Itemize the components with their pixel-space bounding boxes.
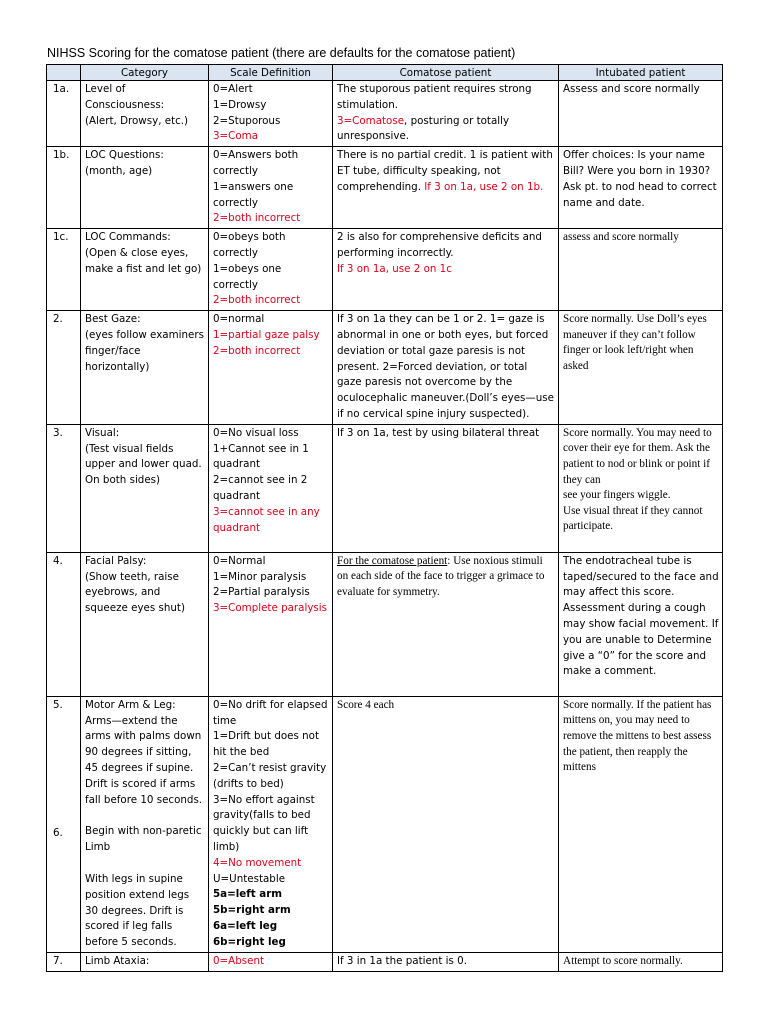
category-text: (Alert, Drowsy, etc.) xyxy=(85,114,189,127)
scale-text: 1=obeys one correctly xyxy=(213,262,282,291)
row-number-cell xyxy=(47,952,81,971)
table-row xyxy=(47,311,723,425)
table-row xyxy=(47,552,723,696)
scale-line xyxy=(213,442,329,474)
comatose-red-text: 3=Comatose xyxy=(337,114,405,127)
scale-line xyxy=(213,505,329,537)
intubated-text: Assess and score normally xyxy=(563,83,700,95)
scale-text: 1=partial gaze palsy xyxy=(213,328,320,341)
category-text: Begin with non-paretic Limb xyxy=(85,825,202,854)
table-row xyxy=(47,424,723,552)
category-cell xyxy=(81,81,209,147)
intubated-line xyxy=(563,148,719,180)
intubated-line xyxy=(563,426,719,488)
category-text: (Open & close eyes, make a fist and let go) xyxy=(85,246,202,275)
scale-line xyxy=(213,903,329,919)
intubated-line xyxy=(563,312,719,374)
intubated-text: Ask pt. to nod head to correct name and date. xyxy=(563,180,717,209)
scale-text: 4=No movement xyxy=(213,856,302,869)
category-cell xyxy=(81,952,209,971)
scale-text: 1=Minor paralysis xyxy=(213,570,307,583)
scale-line xyxy=(213,328,329,344)
scale-line xyxy=(213,312,329,328)
intubated-text: Attempt to score normally. xyxy=(563,954,683,967)
comatose-line xyxy=(337,114,555,146)
row-number-cell xyxy=(47,552,81,696)
comatose-line xyxy=(337,426,555,442)
intubated-text: Use visual threat if they cannot participate. xyxy=(563,504,703,533)
comatose-patient-cell xyxy=(333,147,559,229)
scale-text: 2=both incorrect xyxy=(213,344,301,357)
row-number: 6. xyxy=(53,826,63,839)
scale-text: 3=Complete paralysis xyxy=(213,602,328,615)
intubated-text: Offer choices: Is your name Bill? Were you born in 1930? xyxy=(563,149,711,177)
category-text: Motor Arm & Leg: Arms—extend the arms with palms down 90 degrees if sitting, 45 degrees if supine. Drift is scored if arms fall before 10 seconds. xyxy=(85,698,203,806)
intubated-line xyxy=(563,698,719,776)
scale-line xyxy=(213,211,329,227)
scale-text: 6b=right leg xyxy=(213,935,286,948)
comatose-line xyxy=(337,230,555,262)
scale-text: 1+Cannot see in 1 quadrant xyxy=(213,442,309,471)
spacer xyxy=(85,808,205,824)
row-number-cell xyxy=(47,696,81,952)
intubated-line xyxy=(563,82,719,98)
category-text: (month, age) xyxy=(85,164,153,177)
comatose-underlined-text: For the comatose patient xyxy=(337,554,448,567)
row-number-cell xyxy=(47,424,81,552)
comatose-red-text: If 3 on 1a, use 2 on 1b. xyxy=(421,180,544,193)
intubated-line xyxy=(563,554,719,680)
comatose-line xyxy=(337,82,555,114)
scale-text: 5b=right arm xyxy=(213,904,291,917)
scale-text: 0=No drift for elapsed time xyxy=(213,698,328,727)
category-cell xyxy=(81,424,209,552)
scale-definition-cell xyxy=(209,311,333,425)
scale-line xyxy=(213,872,329,888)
comatose-text: If 3 on 1a, use 2 on 1c xyxy=(337,262,452,275)
comatose-text: : Use noxious stimuli on each side of the face to trigger a grimace to evaluate for symmetry. xyxy=(337,554,545,598)
comatose-line xyxy=(337,698,555,714)
scale-definition-cell xyxy=(209,552,333,696)
comatose-patient-cell xyxy=(333,81,559,147)
intubated-line xyxy=(563,504,719,535)
row-number: 7. xyxy=(53,954,63,967)
scale-text: 2=cannot see in 2 quadrant xyxy=(213,474,308,502)
scale-text: 0=obeys both correctly xyxy=(213,231,286,259)
scale-line xyxy=(213,180,329,212)
table-header-row xyxy=(47,65,723,81)
category-cell xyxy=(81,696,209,952)
scale-definition-cell xyxy=(209,696,333,952)
category-text: LOC Questions: xyxy=(85,149,164,162)
row-number: 3. xyxy=(53,426,63,439)
intubated-text: The endotracheal tube is taped/secured to the face and may affect this score. Assessment during a cough may show facial movement. If you are unable to Determine give a “0” for the score and make a comment. xyxy=(563,554,719,678)
scale-text: 6a=left leg xyxy=(213,919,278,932)
header-intubated-patient: Intubated patient xyxy=(559,65,723,81)
intubated-text: Score normally. You may need to cover their eye for them. Ask the patient to nod or blink or point if they can xyxy=(563,426,712,486)
comatose-text: There is no partial credit. 1 is patient with ET tube, difficulty speaking, not comprehending. xyxy=(337,149,553,193)
category-text: Facial Palsy: xyxy=(85,554,147,567)
header-scale-definition: Scale Definition xyxy=(209,65,333,81)
scale-line xyxy=(213,148,329,180)
comatose-text: If 3 on 1a, test by using bilateral threat xyxy=(337,426,540,439)
category-text: (Test visual fields upper and lower quad. On both sides) xyxy=(85,442,202,487)
comatose-patient-cell xyxy=(333,424,559,552)
header-comatose-patient: Comatose patient xyxy=(333,65,559,81)
scale-line xyxy=(213,954,329,970)
intubated-text: assess and score normally xyxy=(563,231,679,244)
scale-text: 3=No effort against gravity(falls to bed quickly but can lift limb) xyxy=(213,793,315,853)
row-number: 1a. xyxy=(53,83,70,95)
comatose-patient-cell xyxy=(333,229,559,311)
intubated-patient-cell xyxy=(559,81,723,147)
intubated-text: see your fingers wiggle. xyxy=(563,489,671,502)
category-cell xyxy=(81,147,209,229)
spacer xyxy=(53,714,77,826)
scale-line xyxy=(213,601,329,617)
scale-text: 0=normal xyxy=(213,313,265,326)
scale-line xyxy=(213,129,329,145)
scale-line xyxy=(213,935,329,951)
comatose-patient-cell xyxy=(333,696,559,952)
scale-text: 0=Absent xyxy=(213,954,265,967)
scale-line xyxy=(213,856,329,872)
category-text: Limb Ataxia: xyxy=(85,954,150,967)
comatose-text: If 3 on 1a they can be 1 or 2. 1= gaze is abnormal in one or both eyes, but forced deviation or total gaze paresis is not present. 2=Forced deviation, or total gaze paresis not overcome by the oculocephalic maneuver.(Doll’s eyes—use if no cervical spine injury suspected). xyxy=(337,313,554,420)
comatose-text: , posturing or totally unresponsive. xyxy=(337,114,510,143)
scale-line xyxy=(213,82,329,98)
row-number: 5. xyxy=(53,698,63,711)
scale-line xyxy=(213,473,329,505)
row-number-cell xyxy=(47,229,81,311)
row-number-cell xyxy=(47,81,81,147)
scale-text: U=Untestable xyxy=(213,872,286,885)
row-number: 1b. xyxy=(53,149,70,162)
intubated-line xyxy=(563,180,719,212)
intubated-patient-cell xyxy=(559,311,723,425)
scale-line xyxy=(213,698,329,730)
row-number: 1c. xyxy=(53,231,69,244)
scale-definition-cell xyxy=(209,147,333,229)
category-text: Visual: xyxy=(85,426,120,439)
category-text: (Show teeth, raise eyebrows, and squeeze eyes shut) xyxy=(85,570,185,615)
scale-definition-cell xyxy=(209,81,333,147)
comatose-line xyxy=(337,312,555,423)
comatose-patient-cell xyxy=(333,311,559,425)
scale-definition-cell xyxy=(209,952,333,971)
scale-line xyxy=(213,793,329,856)
scale-line xyxy=(213,230,329,262)
scale-text: 0=Alert xyxy=(213,83,253,95)
scale-line xyxy=(213,919,329,935)
comatose-text: 2 is also for comprehensive deficits and performing incorrectly. xyxy=(337,231,542,259)
scale-line xyxy=(213,887,329,903)
intubated-patient-cell xyxy=(559,696,723,952)
comatose-line xyxy=(337,262,555,278)
scale-definition-cell xyxy=(209,229,333,311)
comatose-line xyxy=(337,954,555,970)
scale-text: 1=answers one correctly xyxy=(213,180,294,209)
scale-text: 1=Drowsy xyxy=(213,98,267,111)
scale-line xyxy=(213,426,329,442)
scale-text: 5a=left arm xyxy=(213,888,282,901)
scale-text: 0=No visual loss xyxy=(213,426,299,439)
intubated-patient-cell xyxy=(559,424,723,552)
intubated-patient-cell xyxy=(559,952,723,971)
scale-text: 3=cannot see in any quadrant xyxy=(213,505,320,534)
table-row xyxy=(47,81,723,147)
intubated-patient-cell xyxy=(559,229,723,311)
category-text: Best Gaze: xyxy=(85,313,141,326)
category-text: With legs in supine position extend legs 30 degrees. Drift is scored if leg falls before 5 seconds. xyxy=(85,872,190,949)
scale-line xyxy=(213,114,329,130)
nihss-table xyxy=(46,64,723,972)
scale-line xyxy=(213,570,329,586)
scale-line xyxy=(213,293,329,309)
intubated-patient-cell xyxy=(559,552,723,696)
scale-text: 2=both incorrect xyxy=(213,294,301,307)
scale-line xyxy=(213,344,329,360)
scale-text: 2=Stuporous xyxy=(213,114,281,127)
table-row xyxy=(47,147,723,229)
intubated-line xyxy=(563,954,719,970)
scale-line xyxy=(213,98,329,114)
intubated-text: Score normally. Use Doll’s eyes maneuver if they can’t follow finger or look left/right when asked xyxy=(563,313,707,372)
table-row xyxy=(47,952,723,971)
scale-text: 3=Coma xyxy=(213,130,259,143)
row-number-cell xyxy=(47,147,81,229)
scale-line xyxy=(213,761,329,793)
intubated-patient-cell xyxy=(559,147,723,229)
category-text: (eyes follow examiners finger/face horizontally) xyxy=(85,328,204,373)
scale-text: 0=Answers both correctly xyxy=(213,149,299,177)
header-number xyxy=(47,65,81,81)
scale-text: 2=Partial paralysis xyxy=(213,586,310,599)
category-text: Level of Consciousness: xyxy=(85,83,165,111)
scale-line xyxy=(213,729,329,761)
row-number: 2. xyxy=(53,313,63,326)
page-title: NIHSS Scoring for the comatose patient (there are defaults for the comatose patient) xyxy=(47,46,516,60)
spacer xyxy=(85,856,205,872)
scale-line xyxy=(213,262,329,294)
scale-text: 2=both incorrect xyxy=(213,212,301,225)
comatose-text: If 3 in 1a the patient is 0. xyxy=(337,954,467,967)
header-category: Category xyxy=(81,65,209,81)
row-number: 4. xyxy=(53,554,63,567)
category-cell xyxy=(81,229,209,311)
intubated-line xyxy=(563,230,719,246)
category-cell xyxy=(81,311,209,425)
category-cell xyxy=(81,552,209,696)
scale-definition-cell xyxy=(209,424,333,552)
table-row xyxy=(47,696,723,952)
comatose-line xyxy=(337,554,555,601)
row-number-cell xyxy=(47,311,81,425)
intubated-line xyxy=(563,488,719,504)
comatose-text: The stuporous patient requires strong stimulation. xyxy=(337,83,532,111)
scale-text: 0=Normal xyxy=(213,554,266,567)
intubated-text: Score normally. If the patient has mittens on, you may need to remove the mittens to best assess the patient, then reapply the mittens xyxy=(563,698,712,774)
scale-line xyxy=(213,554,329,570)
scale-line xyxy=(213,585,329,601)
comatose-patient-cell xyxy=(333,552,559,696)
category-text: LOC Commands: xyxy=(85,231,171,244)
comatose-text: Score 4 each xyxy=(337,698,395,711)
scale-text: 1=Drift but does not hit the bed xyxy=(213,730,320,759)
scale-text: 2=Can’t resist gravity (drifts to bed) xyxy=(213,761,327,790)
table-row xyxy=(47,229,723,311)
comatose-patient-cell xyxy=(333,952,559,971)
comatose-line xyxy=(337,148,555,195)
